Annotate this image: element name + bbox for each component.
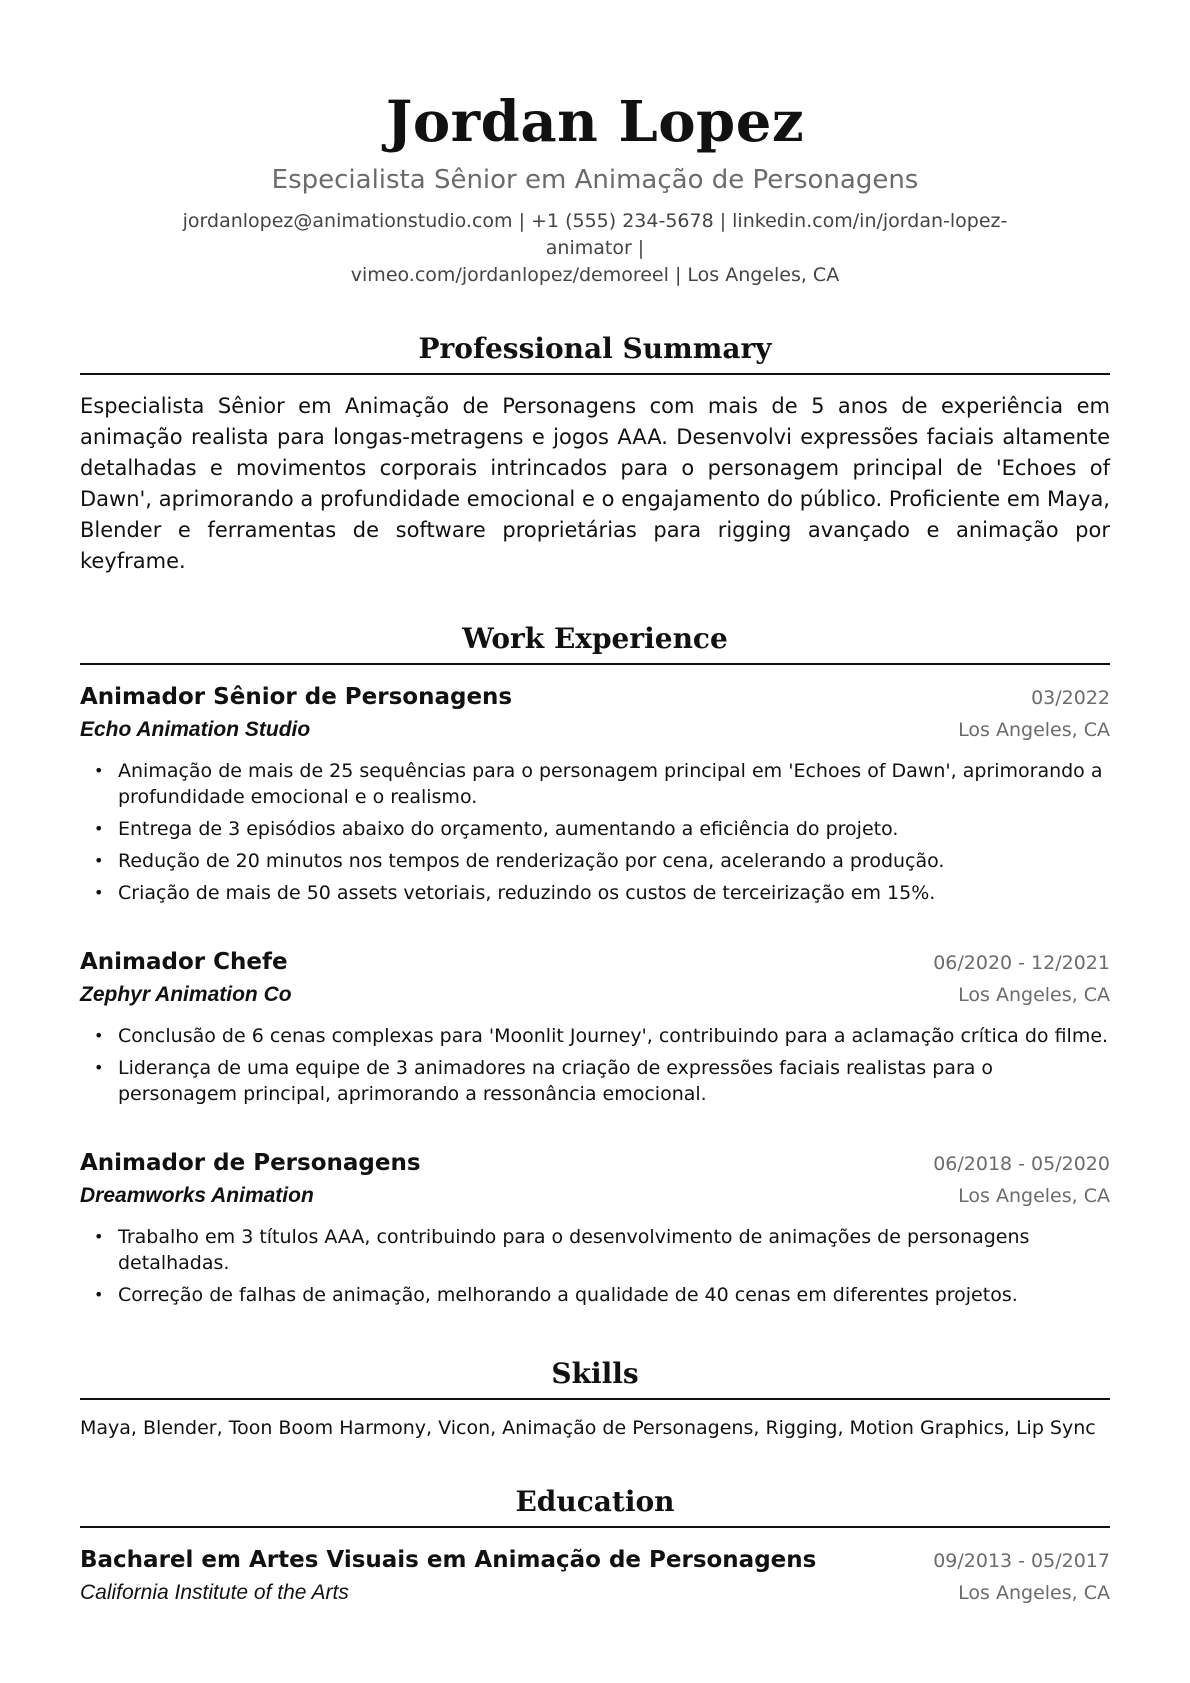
section-heading-skills: Skills bbox=[80, 1354, 1110, 1400]
section-heading-education: Education bbox=[80, 1482, 1110, 1528]
bullet-icon: • bbox=[94, 761, 104, 780]
bullet-item bbox=[94, 1224, 1110, 1276]
bullet-icon: • bbox=[94, 1058, 104, 1077]
job-bullets bbox=[80, 758, 1110, 906]
section-heading-summary: Professional Summary bbox=[80, 329, 1110, 375]
job-entry bbox=[80, 1147, 1110, 1308]
job-date: 06/2020 - 12/2021 bbox=[933, 952, 1110, 974]
skills-list: Maya, Blender, Toon Boom Harmony, Vicon, Animação de Personagens, Rigging, Motion Graphics, Lip Sync bbox=[80, 1417, 1096, 1439]
contact-line-2: vimeo.com/jordanlopez/demoreel | Los Angeles, CA bbox=[350, 264, 840, 286]
bullet-icon: • bbox=[94, 883, 104, 902]
company-name: Echo Animation Studio bbox=[80, 718, 311, 741]
job-date: 06/2018 - 05/2020 bbox=[933, 1153, 1110, 1175]
bullet-text: Trabalho em 3 títulos AAA, contribuindo para o desenvolvimento de animações de personagens detalhadas. bbox=[118, 1226, 1030, 1274]
bullet-text: Correção de falhas de animação, melhorando a qualidade de 40 cenas em diferentes projetos. bbox=[118, 1284, 1018, 1306]
bullet-item bbox=[94, 816, 1110, 842]
candidate-title: Especialista Sênior em Animação de Personagens bbox=[271, 165, 919, 195]
summary-text: Especialista Sênior em Animação de Personagens com mais de 5 anos de experiência em animação realista para longas-metragens e jogos AAA. Desenvolvi expressões faciais altamente detalhadas e movimentos corporais intrincados para o personagem principal de 'Echoes of Dawn', aprimorando a profundidade emocional e o engajamento do público. Proficiente em Maya, Blender e ferramentas de software proprietárias para rigging avançado e animação por keyframe. bbox=[80, 394, 1110, 573]
bullet-text: Animação de mais de 25 sequências para o personagem principal em 'Echoes of Dawn', aprimorando a profundidade emocional e o realismo. bbox=[118, 760, 1103, 808]
bullet-icon: • bbox=[94, 819, 104, 838]
job-location: Los Angeles, CA bbox=[958, 719, 1110, 741]
bullet-item bbox=[94, 1023, 1110, 1049]
job-date: 03/2022 bbox=[1031, 687, 1110, 709]
bullet-icon: • bbox=[94, 1285, 104, 1304]
bullet-text: Entrega de 3 episódios abaixo do orçamento, aumentando a eficiência do projeto. bbox=[118, 818, 899, 840]
job-title: Animador Sênior de Personagens bbox=[80, 684, 513, 710]
job-entry bbox=[80, 946, 1110, 1107]
section-heading-experience: Work Experience bbox=[80, 619, 1110, 665]
bullet-item bbox=[94, 848, 1110, 874]
bullet-text: Criação de mais de 50 assets vetoriais, reduzindo os custos de terceirização em 15%. bbox=[118, 882, 936, 904]
job-title: Animador de Personagens bbox=[80, 1150, 421, 1176]
job-entry bbox=[80, 681, 1110, 906]
bullet-icon: • bbox=[94, 851, 104, 870]
bullet-icon: • bbox=[94, 1026, 104, 1045]
bullet-item bbox=[94, 1055, 1110, 1107]
job-location: Los Angeles, CA bbox=[958, 1185, 1110, 1207]
company-name: Zephyr Animation Co bbox=[80, 983, 292, 1006]
job-title: Animador Chefe bbox=[80, 949, 288, 975]
education-location: Los Angeles, CA bbox=[958, 1582, 1110, 1604]
job-bullets bbox=[80, 1023, 1110, 1107]
education-date: 09/2013 - 05/2017 bbox=[933, 1550, 1110, 1572]
bullet-text: Redução de 20 minutos nos tempos de renderização por cena, acelerando a produção. bbox=[118, 850, 945, 872]
school-name: California Institute of the Arts bbox=[80, 1581, 349, 1604]
job-location: Los Angeles, CA bbox=[958, 984, 1110, 1006]
bullet-text: Liderança de uma equipe de 3 animadores na criação de expressões faciais realistas para o personagem principal, aprimorando a ressonância emocional. bbox=[118, 1057, 994, 1105]
contact-info bbox=[80, 208, 1110, 289]
candidate-name: Jordan Lopez bbox=[385, 89, 805, 155]
job-bullets bbox=[80, 1224, 1110, 1308]
education-entry bbox=[80, 1544, 1110, 1609]
bullet-text: Conclusão de 6 cenas complexas para 'Moonlit Journey', contribuindo para a aclamação crítica do filme. bbox=[118, 1025, 1109, 1047]
contact-line-1: jordanlopez@animationstudio.com | +1 (555) 234-5678 | linkedin.com/in/jordan-lopez-animator | bbox=[182, 210, 1008, 259]
bullet-icon: • bbox=[94, 1227, 104, 1246]
bullet-item bbox=[94, 758, 1110, 810]
bullet-item bbox=[94, 880, 1110, 906]
company-name: Dreamworks Animation bbox=[80, 1184, 314, 1207]
degree-title: Bacharel em Artes Visuais em Animação de Personagens bbox=[80, 1547, 817, 1573]
bullet-item bbox=[94, 1282, 1110, 1308]
